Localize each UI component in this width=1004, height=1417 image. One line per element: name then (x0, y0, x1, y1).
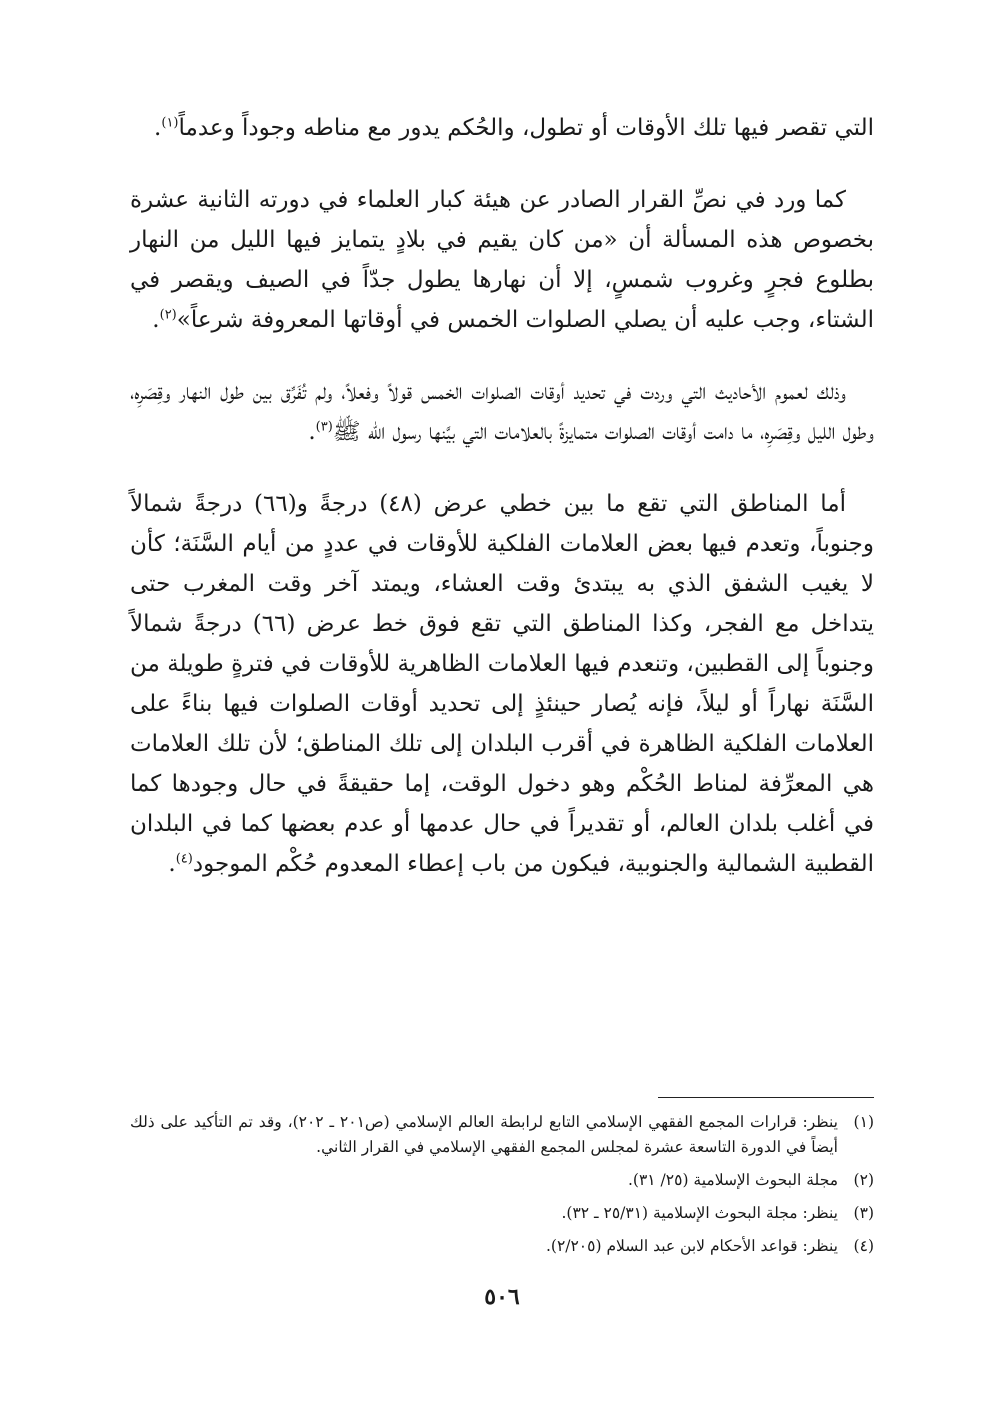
paragraph-tail: . (308, 419, 316, 445)
footnote-number: (٣) (853, 1204, 874, 1222)
footnote-reference: (١) (161, 115, 179, 131)
footnote (130, 1201, 874, 1226)
paragraph-text: أما المناطق التي تقع ما بين خطي عرض (٤٨) درجةً و(٦٦) درجةً شمالاً وجنوباً، وتعدم فيها بعض العلامات الفلكية للأوقات في عددٍ من أيام السَّنَة؛ كأن لا يغيب الشفق الذي به يبتدئ وقت العشاء، ويمتد آخر وقت المغرب حتى يتداخل مع الفجر، وكذا المناطق التي تقع فوق خط عرض (٦٦) درجةً شمالاً وجنوباً إلى القطبين، وتنعدم فيها العلامات الظاهرية للأوقات في فترةٍ طويلة من السَّنَة نهاراً أو ليلاً، فإنه يُصار حينئذٍ إلى تحديد أوقات الصلوات فيها بناءً على العلامات الفلكية الظاهرة في أقرب البلدان إلى تلك المناطق؛ لأن تلك العلامات هي المعرِّفة لمناط الحُكْم وهو دخول الوقت، إما حقيقةً في حال وجودها كما في أغلب بلدان العالم، أو تقديراً في حال عدمها أو عدم بعضها كما في البلدان القطبية الشمالية والجنوبية، فيكون من باب إعطاء المعدوم حُكْم الموجود (130, 491, 875, 877)
paragraph-tail: . (154, 115, 162, 141)
paragraph-text: التي تقصر فيها تلك الأوقات أو تطول، والحُكم يدور مع مناطه وجوداً وعدماً (178, 115, 874, 141)
paragraph-text: كما ورد في نصِّ القرار الصادر عن هيئة كبار العلماء في دورته الثانية عشرة بخصوص هذه المسألة أن «من كان يقيم في بلادٍ يتمايز فيها الليل من النهار بطلوع فجرٍ وغروب شمسٍ، إلا أن نهارها يطول جدّاً في الصيف ويقصر في الشتاء، وجب عليه أن يصلي الصلوات الخمس في أوقاتها المعروفة شرعاً» (130, 187, 874, 333)
footnote-number: (٤) (853, 1237, 874, 1255)
footnote-text: ينظر: قواعد الأحكام لابن عبد السلام (٢/٢٠٥). (545, 1237, 838, 1255)
paragraph (130, 372, 874, 452)
footnote-text: ينظر: قرارات المجمع الفقهي الإسلامي التابع لرابطة العالم الإسلامي (ص٢٠١ ـ ٢٠٢)، وقد تم التأكيد على ذلك أيضاً في الدورة التاسعة عشرة لمجلس المجمع الفقهي الإسلامي في القرار الثاني. (130, 1113, 838, 1156)
footnote-reference: (٤) (175, 851, 193, 867)
footnote-separator (658, 1097, 874, 1098)
paragraph-tail: . (152, 307, 160, 333)
footnote-number: (١) (853, 1113, 874, 1131)
footnote-reference: (٢) (159, 307, 177, 323)
footnote-text: ينظر: مجلة البحوث الإسلامية (٢٥/٣١ ـ ٣٢). (561, 1204, 838, 1222)
paragraph (130, 484, 874, 884)
paragraph-tail: . (168, 851, 176, 877)
paragraph-text: وذلك لعموم الأحاديث التي وردت في تحديد أوقات الصلوات الخمس قولاً وفعلاً، ولم تُفَرِّق بين طول النهار وقِصَرِه، وطول الليل وقِصَرِه، ما دامت أوقات الصلوات متمايزةً بالعلامات التي بيَّنها رسول الله ﷺ (130, 379, 874, 445)
footnote-reference: (٣) (315, 419, 333, 435)
paragraph (130, 108, 874, 148)
footnote (130, 1234, 874, 1259)
footnote-number: (٢) (853, 1171, 874, 1189)
footnotes (130, 1110, 874, 1267)
footnote (130, 1110, 874, 1160)
body-text (130, 108, 874, 916)
footnote (130, 1168, 874, 1193)
paragraph (130, 180, 874, 340)
page-number: ٥٠٦ (484, 1284, 520, 1310)
footnote-text: مجلة البحوث الإسلامية (٢٥/ ٣١). (627, 1171, 838, 1189)
